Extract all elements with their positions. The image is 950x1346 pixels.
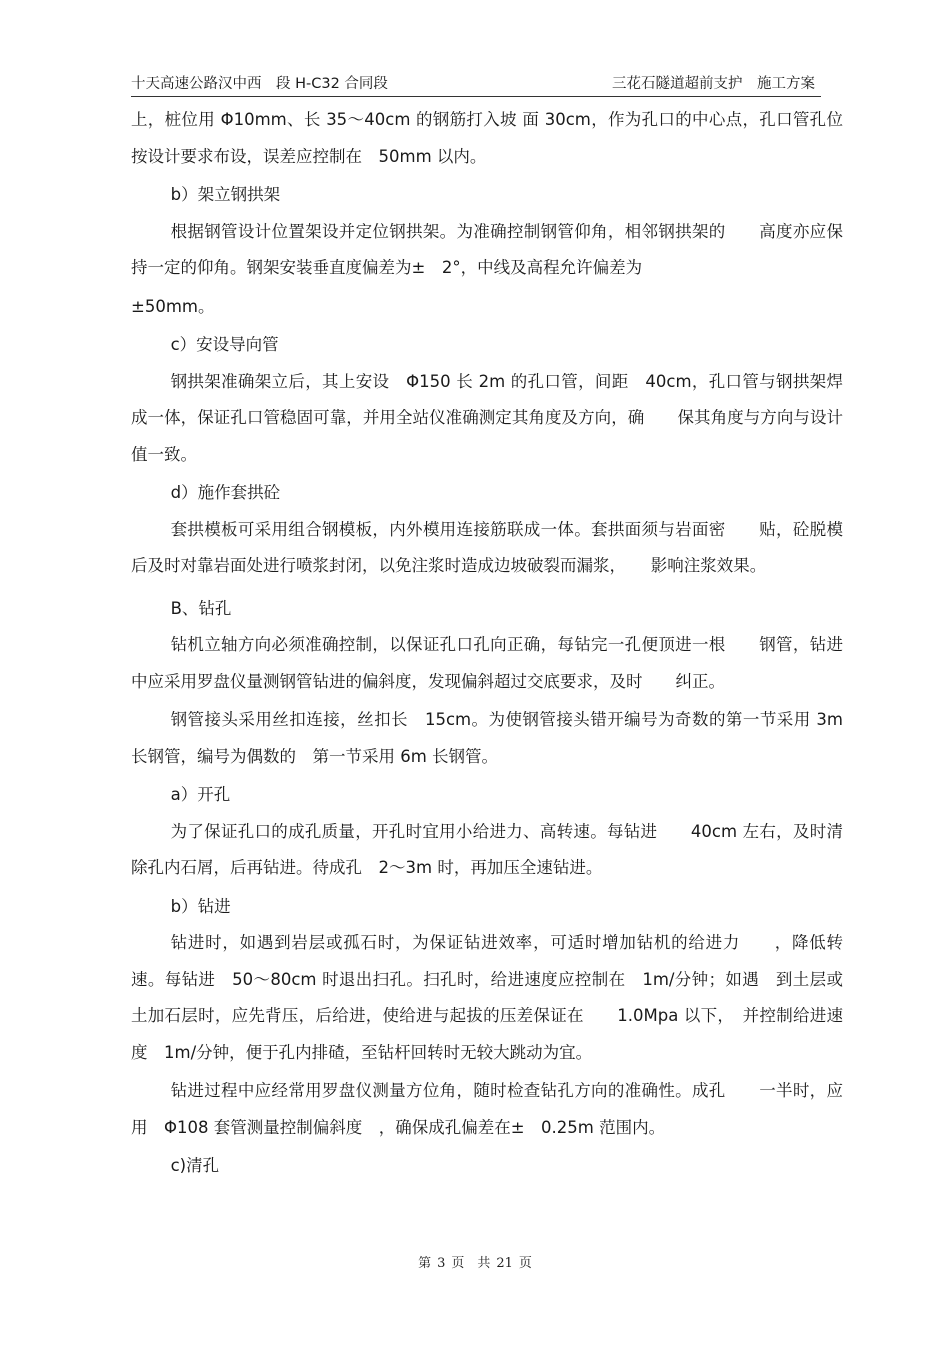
paragraph-steel-arch: 根据钢管设计位置架设并定位钢拱架。为准确控制钢管仰角，相邻钢拱架的 高度亦应保持一定的仰角。钢架安装垂直度偏差为± 2°，中线及高程允许偏差为: [131, 221, 843, 277]
heading-drill-advance: b）钻进: [170, 896, 231, 916]
page-header: [131, 70, 821, 97]
paragraph-tolerance: ±50mm。: [131, 296, 215, 316]
paragraph-azimuth: 钻进过程中应经常用罗盘仪测量方位角，随时检查钻孔方向的准确性。成孔 一半时，应用 Φ108 套管测量控制偏斜度 ，确保成孔偏差在± 0.25m 范围内。: [131, 1081, 843, 1137]
footer-prefix: 第: [418, 1256, 432, 1271]
heading-open-hole: a）开孔: [170, 785, 231, 804]
document-body: [131, 102, 843, 1185]
paragraph-pile-position: 上，桩位用 Φ10mm、长 35～40cm 的钢筋打入坡 面 30cm，作为孔口的中心点，孔口管孔位按设计要求布设，误差应控制在 50mm 以内。: [131, 110, 843, 166]
footer-total-pages: 21: [496, 1256, 513, 1271]
heading-guide-pipe: c）安设导向管: [170, 335, 279, 354]
heading-clean-hole: c)清孔: [170, 1156, 220, 1175]
footer-page-number: 3: [437, 1256, 446, 1271]
header-project: 十天高速公路汉中西 段 H-C32 合同段: [131, 76, 388, 92]
page-footer: [0, 1252, 950, 1271]
heading-steel-arch: b）架立钢拱架: [170, 185, 281, 204]
footer-mid: 页 共: [451, 1256, 491, 1271]
paragraph-drilling-control: 钻机立轴方向必须准确控制，以保证孔口孔向正确，每钻完一孔便顶进一根 钢管，钻进中应采用罗盘仪量测钢管钻进的偏斜度，发现偏斜超过交底要求，及时 纠正。: [131, 635, 843, 691]
footer-suffix: 页: [518, 1256, 532, 1271]
paragraph-pipe-joint: 钢管接头采用丝扣连接，丝扣长 15cm。为使钢管接头错开编号为奇数的第一节采用 3m 长钢管，编号为偶数的 第一节采用 6m 长钢管。: [131, 710, 843, 766]
header-doc-title: 三花石隧道超前支护 施工方案: [612, 76, 815, 92]
paragraph-sleeve-arch: 套拱模板可采用组合钢模板，内外模用连接筋联成一体。套拱面须与岩面密 贴，砼脱模后及时对靠岩面处进行喷浆封闭，以免注浆时造成边坡破裂而漏浆， 影响注浆效果。: [131, 519, 843, 575]
paragraph-drill-advance: 钻进时，如遇到岩层或孤石时，为保证钻进效率，可适时增加钻机的给进力 ，降低转速。每钻进 50～80cm 时退出扫孔。扫孔时，给进速度应控制在 1m/分钟；如遇 到土层或土加石层时，应先背压，后给进，使给进与起拔的压差保证在 1.0Mpa 以下， 并控制给进速度 1m/分钟，便于孔内排碴，至钻杆回转时无较大跳动为宜。: [131, 933, 843, 1062]
paragraph-guide-pipe: 钢拱架准确架立后，其上安设 Φ150 长 2m 的孔口管，间距 40cm，孔口管与钢拱架焊成一体，保证孔口管稳固可靠，并用全站仪准确测定其角度及方向，确 保其角度与方向与设计值一致。: [131, 371, 843, 464]
heading-sleeve-arch: d）施作套拱砼: [170, 483, 281, 502]
paragraph-open-hole: 为了保证孔口的成孔质量，开孔时宜用小给进力、高转速。每钻进 40cm 左右，及时清除孔内石屑，后再钻进。待成孔 2～3m 时，再加压全速钻进。: [131, 821, 843, 877]
heading-drilling: B、钻孔: [170, 598, 232, 618]
